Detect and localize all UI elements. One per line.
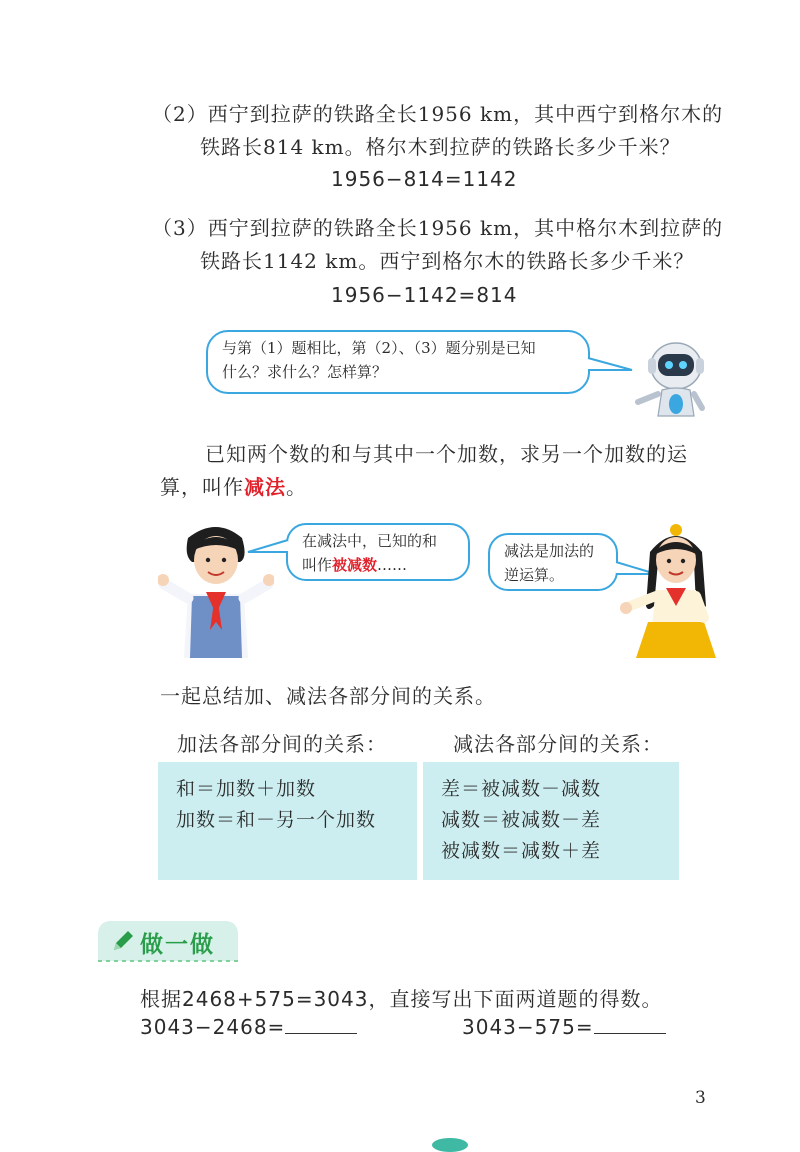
definition-line2 — [160, 471, 307, 500]
boy-bubble-prefix: 叫作 — [302, 556, 333, 574]
girl-bubble-line2: 逆运算。 — [504, 566, 565, 584]
q2-line2: 铁路长814 km。格尔木到拉萨的铁路长多少千米？ — [200, 135, 681, 159]
practice-item-1 — [140, 1015, 357, 1039]
page-decoration — [432, 1138, 468, 1152]
girl-bubble-line1: 减法是加法的 — [504, 542, 595, 560]
girl-speech-bubble — [488, 533, 618, 591]
practice-item-2 — [462, 1015, 666, 1039]
definition-suffix: 。 — [286, 475, 307, 499]
robot-bubble-line1: 与第（1）题相比，第（2）、（3）题分别是已知 — [222, 339, 536, 357]
robot-illustration — [632, 336, 712, 418]
boy-speech-bubble — [286, 523, 470, 581]
subtraction-row-2: 减数＝被减数－差 — [441, 809, 602, 831]
subtraction-relations-box — [423, 762, 679, 880]
pencil-icon — [110, 928, 136, 954]
boy-bubble-suffix: …… — [377, 556, 408, 574]
robot-bubble-tail — [586, 356, 636, 376]
practice-tab-underline — [98, 960, 238, 962]
subtraction-row-3: 被减数＝减数＋差 — [441, 840, 602, 862]
definition-prefix: 算，叫作 — [160, 475, 244, 499]
boy-bubble-line2 — [302, 553, 454, 577]
practice-item-1-expression: 3043−2468= — [140, 1015, 286, 1039]
practice-item-2-expression: 3043−575= — [462, 1015, 594, 1039]
addition-row-2: 加数＝和－另一个加数 — [176, 809, 377, 831]
summary-intro: 一起总结加、减法各部分间的关系。 — [160, 684, 496, 708]
subtraction-heading: 减法各部分间的关系： — [453, 732, 663, 756]
robot-bubble-line2: 什么？求什么？怎样算？ — [222, 363, 388, 381]
addition-relations-box — [158, 762, 417, 880]
boy-bubble-line1: 在减法中，已知的和 — [302, 532, 438, 550]
girl-illustration — [620, 522, 720, 658]
practice-prompt: 根据2468+575=3043，直接写出下面两道题的得数。 — [140, 987, 663, 1011]
answer-blank-1[interactable] — [285, 1015, 357, 1034]
boy-bubble-term-minuend: 被减数 — [332, 556, 378, 574]
robot-speech-bubble — [206, 330, 590, 394]
q3-equation: 1956−1142=814 — [331, 283, 518, 307]
definition-term-subtraction: 减法 — [244, 475, 286, 499]
addition-heading: 加法各部分间的关系： — [177, 732, 387, 756]
q3-line2: 铁路长1142 km。西宁到格尔木的铁路长多少千米？ — [200, 249, 695, 273]
practice-title: 做一做 — [140, 932, 215, 958]
subtraction-row-1: 差＝被减数－减数 — [441, 778, 602, 800]
addition-row-1: 和＝加数＋加数 — [176, 778, 317, 800]
definition-line1: 已知两个数的和与其中一个加数，求另一个加数的运 — [205, 442, 688, 466]
page-number: 3 — [695, 1088, 706, 1108]
q3-line1: （3）西宁到拉萨的铁路全长1956 km，其中格尔木到拉萨的 — [152, 216, 724, 240]
boy-bubble-tail — [246, 538, 290, 558]
q2-line1: （2）西宁到拉萨的铁路全长1956 km，其中西宁到格尔木的 — [152, 102, 724, 126]
q2-equation: 1956−814=1142 — [331, 167, 518, 191]
answer-blank-2[interactable] — [594, 1015, 666, 1034]
